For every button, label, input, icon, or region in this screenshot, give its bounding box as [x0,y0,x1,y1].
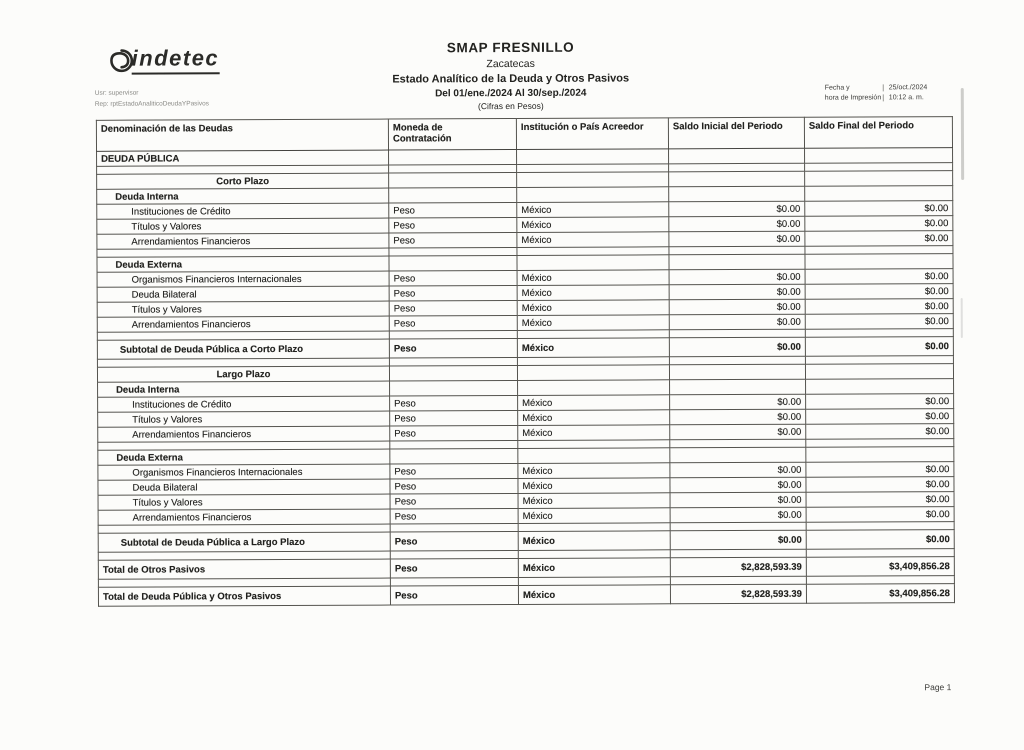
moneda-cell: Peso [389,202,517,218]
row-label: Deuda Bilateral [98,479,390,495]
pais-cell: México [518,531,670,551]
pais-cell: México [518,425,670,441]
column-header-label: Institución o País Acreedor [520,121,644,133]
row-label: Instituciones de Crédito [98,396,390,412]
row-label: Arrendamientos Financieros [98,509,390,525]
saldo-final-cell: $0.00 [806,507,954,523]
saldo-inicial-cell: $0.00 [670,462,806,478]
time-label: hora de Impresión [824,94,882,102]
moneda-cell [389,172,517,188]
pais-cell [517,172,669,188]
row-label: Deuda Bilateral [97,286,389,302]
saldo-final-cell: $0.00 [806,424,954,440]
saldo-inicial-cell [670,447,806,463]
saldo-inicial-cell: $0.00 [670,477,806,493]
saldo-final-cell [806,379,954,395]
report-units: (Cifras en Pesos) [477,101,544,112]
pais-cell [517,149,669,165]
pais-cell [518,448,670,464]
pais-cell: México [517,232,669,248]
moneda-cell: Peso [389,285,517,301]
saldo-inicial-cell [670,379,806,395]
column-header-label: Saldo Inicial del Periodo [672,120,783,133]
print-date-block [825,84,953,105]
moneda-cell: Peso [389,232,517,248]
print-time-row [825,94,953,102]
row-label: Arrendamientos Financieros [97,316,389,332]
date-label: Fecha y [824,84,850,92]
scan-artifact [961,88,964,180]
table-header-row [96,117,952,152]
saldo-inicial-cell [669,148,805,164]
row-label: Títulos y Valores [97,218,389,234]
saldo-inicial-cell [669,364,805,380]
saldo-final-cell: $0.00 [805,314,953,330]
row-label: DEUDA PÚBLICA [97,150,389,166]
pais-cell: México [518,558,670,578]
moneda-cell: Peso [390,395,518,411]
row-label: Títulos y Valores [98,411,390,427]
saldo-inicial-cell: $0.00 [670,424,806,440]
time-value: 10:12 a. m. [883,94,953,101]
pais-cell: México [518,395,670,411]
moneda-cell: Peso [389,338,517,358]
saldo-final-cell: $3,409,856.28 [806,584,954,604]
pais-cell [517,187,669,203]
saldo-final-cell: $0.00 [805,299,953,315]
column-header-saldo-final [804,117,952,149]
row-label: Deuda Externa [97,256,389,272]
moneda-cell: Peso [389,300,517,316]
row-label: Organismos Financieros Internacionales [98,464,390,480]
saldo-inicial-cell: $0.00 [669,337,805,357]
page-number: Page 1 [924,682,952,693]
moneda-cell [389,187,517,203]
saldo-final-cell: $0.00 [805,284,953,300]
report-name: Estado Analítico de la Deuda y Otros Pasivos [392,72,630,86]
column-header-label: Denominación de las Deudas [100,123,233,135]
pais-cell: México [517,315,669,331]
moneda-cell: Peso [389,270,517,286]
saldo-inicial-cell: $0.00 [669,284,805,300]
pais-cell [517,255,669,271]
saldo-final-cell: $0.00 [806,477,954,493]
saldo-final-cell: $0.00 [805,337,953,357]
scan-artifact [961,298,963,338]
saldo-inicial-cell: $2,828,593.39 [670,584,806,604]
moneda-cell: Peso [389,217,517,233]
moneda-cell [390,448,518,464]
row-label: Deuda Externa [98,449,390,465]
saldo-final-cell [806,447,954,463]
pais-cell: México [518,478,670,494]
saldo-final-cell: $0.00 [805,216,953,232]
pais-cell: México [518,410,670,426]
row-label: Total de Otros Pasivos [98,559,390,579]
moneda-cell [390,380,518,396]
saldo-final-cell [805,171,953,187]
saldo-final-cell: $0.00 [806,462,954,478]
saldo-final-cell [805,364,953,380]
table-row [98,584,954,607]
saldo-final-cell: $0.00 [806,530,954,550]
saldo-final-cell [805,148,953,164]
pais-cell: México [518,585,670,605]
pais-cell: México [517,202,669,218]
user-line: Usr: supervisor [94,89,139,97]
debt-table-body [97,148,955,607]
pais-cell: México [517,270,669,286]
pais-cell: México [517,338,669,358]
saldo-final-cell: $0.00 [806,492,954,508]
moneda-cell: Peso [390,508,518,524]
saldo-final-cell [805,186,953,202]
column-header-institucion [516,118,668,150]
pais-cell: México [518,493,670,509]
row-label: Corto Plazo [97,173,389,189]
moneda-cell [389,149,517,165]
moneda-cell: Peso [390,558,518,578]
row-label: Subtotal de Deuda Pública a Largo Plazo [98,532,390,552]
column-header-denominacion [96,119,388,151]
saldo-inicial-cell: $0.00 [670,530,806,550]
report-id-line: Rep: rptEstadoAnaliticoDeudaYPasivos [94,100,210,108]
moneda-cell: Peso [390,410,518,426]
saldo-inicial-cell: $0.00 [670,492,806,508]
row-label: Títulos y Valores [97,301,389,317]
saldo-inicial-cell: $0.00 [670,507,806,523]
moneda-cell: Peso [390,585,518,605]
moneda-cell: Peso [390,493,518,509]
row-label: Subtotal de Deuda Pública a Corto Plazo [97,339,389,359]
logo-text: indetec [132,45,220,74]
row-label: Arrendamientos Financieros [97,233,389,249]
moneda-cell: Peso [390,478,518,494]
row-label: Arrendamientos Financieros [98,426,390,442]
saldo-inicial-cell: $0.00 [669,269,805,285]
saldo-final-cell: $0.00 [806,409,954,425]
saldo-inicial-cell: $0.00 [669,314,805,330]
pais-cell: México [517,217,669,233]
report-period: Del 01/ene./2024 Al 30/sep./2024 [435,87,587,100]
saldo-inicial-cell: $2,828,593.39 [670,557,806,577]
moneda-cell: Peso [389,315,517,331]
saldo-inicial-cell: $0.00 [669,216,805,232]
row-label: Organismos Financieros Internacionales [97,271,389,287]
pais-cell [518,380,670,396]
saldo-final-cell: $3,409,856.28 [806,557,954,577]
debt-report-table [96,116,955,607]
pais-cell: México [518,463,670,479]
pais-cell: México [517,300,669,316]
saldo-inicial-cell: $0.00 [669,231,805,247]
moneda-cell: Peso [390,425,518,441]
row-label: Total de Deuda Pública y Otros Pasivos [98,586,390,606]
saldo-inicial-cell: $0.00 [670,409,806,425]
pais-cell [517,365,669,381]
row-label: Largo Plazo [97,366,389,382]
column-header-moneda [388,118,516,150]
date-value: 25/oct./2024 [883,84,953,91]
print-date-row [825,84,953,92]
saldo-inicial-cell [669,171,805,187]
row-label: Títulos y Valores [98,494,390,510]
column-header-saldo-inicial [668,117,804,149]
entity-name: SMAP FRESNILLO [446,39,575,56]
row-label: Deuda Interna [98,381,390,397]
saldo-final-cell: $0.00 [806,394,954,410]
saldo-inicial-cell: $0.00 [669,299,805,315]
pais-cell: México [518,508,670,524]
saldo-inicial-cell [669,186,805,202]
column-header-label: Moneda de Contratación [392,122,452,145]
moneda-cell: Peso [390,531,518,551]
state-name: Zacatecas [486,57,535,70]
saldo-final-cell: $0.00 [805,201,953,217]
saldo-inicial-cell [669,254,805,270]
row-label: Deuda Interna [97,188,389,204]
saldo-final-cell: $0.00 [805,269,953,285]
moneda-cell [389,255,517,271]
row-label: Instituciones de Crédito [97,203,389,219]
column-header-label: Saldo Final del Periodo [808,120,914,132]
saldo-final-cell [805,254,953,270]
saldo-inicial-cell: $0.00 [670,394,806,410]
saldo-final-cell: $0.00 [805,231,953,247]
saldo-inicial-cell: $0.00 [669,201,805,217]
moneda-cell: Peso [390,463,518,479]
moneda-cell [389,365,517,381]
pais-cell: México [517,285,669,301]
